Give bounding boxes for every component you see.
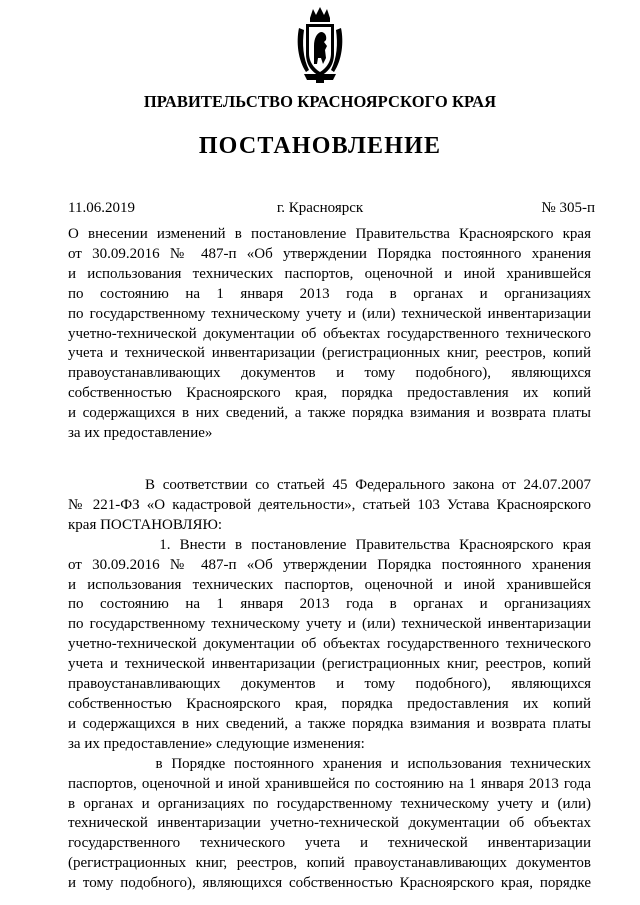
summary-line: правоустанавливающих документов и тому подобного), являющихся	[68, 365, 591, 382]
body-line: технической инвентаризации учетно-технической документации об объектах	[68, 815, 591, 832]
coat-of-arms-icon	[296, 6, 344, 84]
body-line: паспортов, оценочной и иной хранившейся по состоянию на 1 января 2013 года	[68, 775, 591, 792]
summary-line: учетно-технической документации об объектах государственного технического	[68, 325, 591, 342]
summary-line: по состоянию на 1 января 2013 года в органах и организациях	[68, 285, 591, 302]
body-line: собственностью Красноярского края, порядка предоставления их копий	[68, 695, 591, 712]
body-line: в органах и организациях по государственному техническому учету и (или)	[68, 795, 591, 812]
body-line: 1. Внести в постановление Правительства Красноярского края	[68, 536, 591, 553]
body-line: № 221-ФЗ «О кадастровой деятельности», статьей 103 Устава Красноярского	[68, 496, 591, 513]
body-line: и тому подобного), являющихся собственностью Красноярского края, порядке	[68, 875, 591, 892]
body-line: государственного технического учета и технической инвентаризации	[68, 835, 591, 852]
summary-line: собственностью Красноярского края, порядка предоставления их копий	[68, 385, 591, 402]
body-line: и содержащихся в них сведений, а также порядка взимания и возврата платы	[68, 715, 591, 732]
summary-line: и содержащихся в них сведений, а также порядка взимания и возврата платы	[68, 405, 591, 422]
body-line: за их предоставление» следующие изменения:	[68, 735, 365, 752]
document-type-heading: ПОСТАНОВЛЕНИЕ	[198, 133, 442, 159]
document-body	[68, 476, 591, 894]
body-line: учетно-технической документации об объектах государственного технического	[68, 636, 591, 653]
body-line: учета и технической инвентаризации (регистрационных книг, реестров, копий	[68, 656, 591, 673]
document-summary	[68, 225, 591, 444]
document-city: г. Красноярск	[276, 200, 364, 216]
summary-line: и использования технических паспортов, оценочной и иной хранившейся	[68, 265, 591, 282]
summary-line: учета и технической инвентаризации (регистрационных книг, реестров, копий	[68, 345, 591, 362]
body-line: и использования технических паспортов, оценочной и иной хранившейся	[68, 576, 591, 593]
body-line: правоустанавливающих документов и тому подобного), являющихся	[68, 676, 591, 693]
body-line: по состоянию на 1 января 2013 года в органах и организациях	[68, 596, 591, 613]
document-number: № 305-п	[541, 200, 595, 216]
body-line: (регистрационных книг, реестров, копий правоустанавливающих документов	[68, 855, 591, 872]
body-line: в Порядке постоянного хранения и использования технических	[68, 755, 591, 772]
body-line: от 30.09.2016 № 487-п «Об утверждении Порядка постоянного хранения	[68, 556, 591, 573]
summary-line: по государственному техническому учету и (или) технической инвентаризации	[68, 305, 591, 322]
document-date: 11.06.2019	[68, 200, 135, 216]
summary-line: от 30.09.2016 № 487-п «Об утверждении Порядка постоянного хранения	[68, 245, 591, 262]
government-title: ПРАВИТЕЛЬСТВО КРАСНОЯРСКОГО КРАЯ	[143, 92, 497, 111]
summary-line: за их предоставление»	[68, 425, 213, 442]
body-line: В соответствии со статьей 45 Федерального закона от 24.07.2007	[68, 477, 591, 493]
body-line: по государственному техническому учету и (или) технической инвентаризации	[68, 616, 591, 633]
body-line: края ПОСТАНОВЛЯЮ:	[68, 516, 223, 533]
summary-line: О внесении изменений в постановление Правительства Красноярского края	[68, 226, 591, 242]
